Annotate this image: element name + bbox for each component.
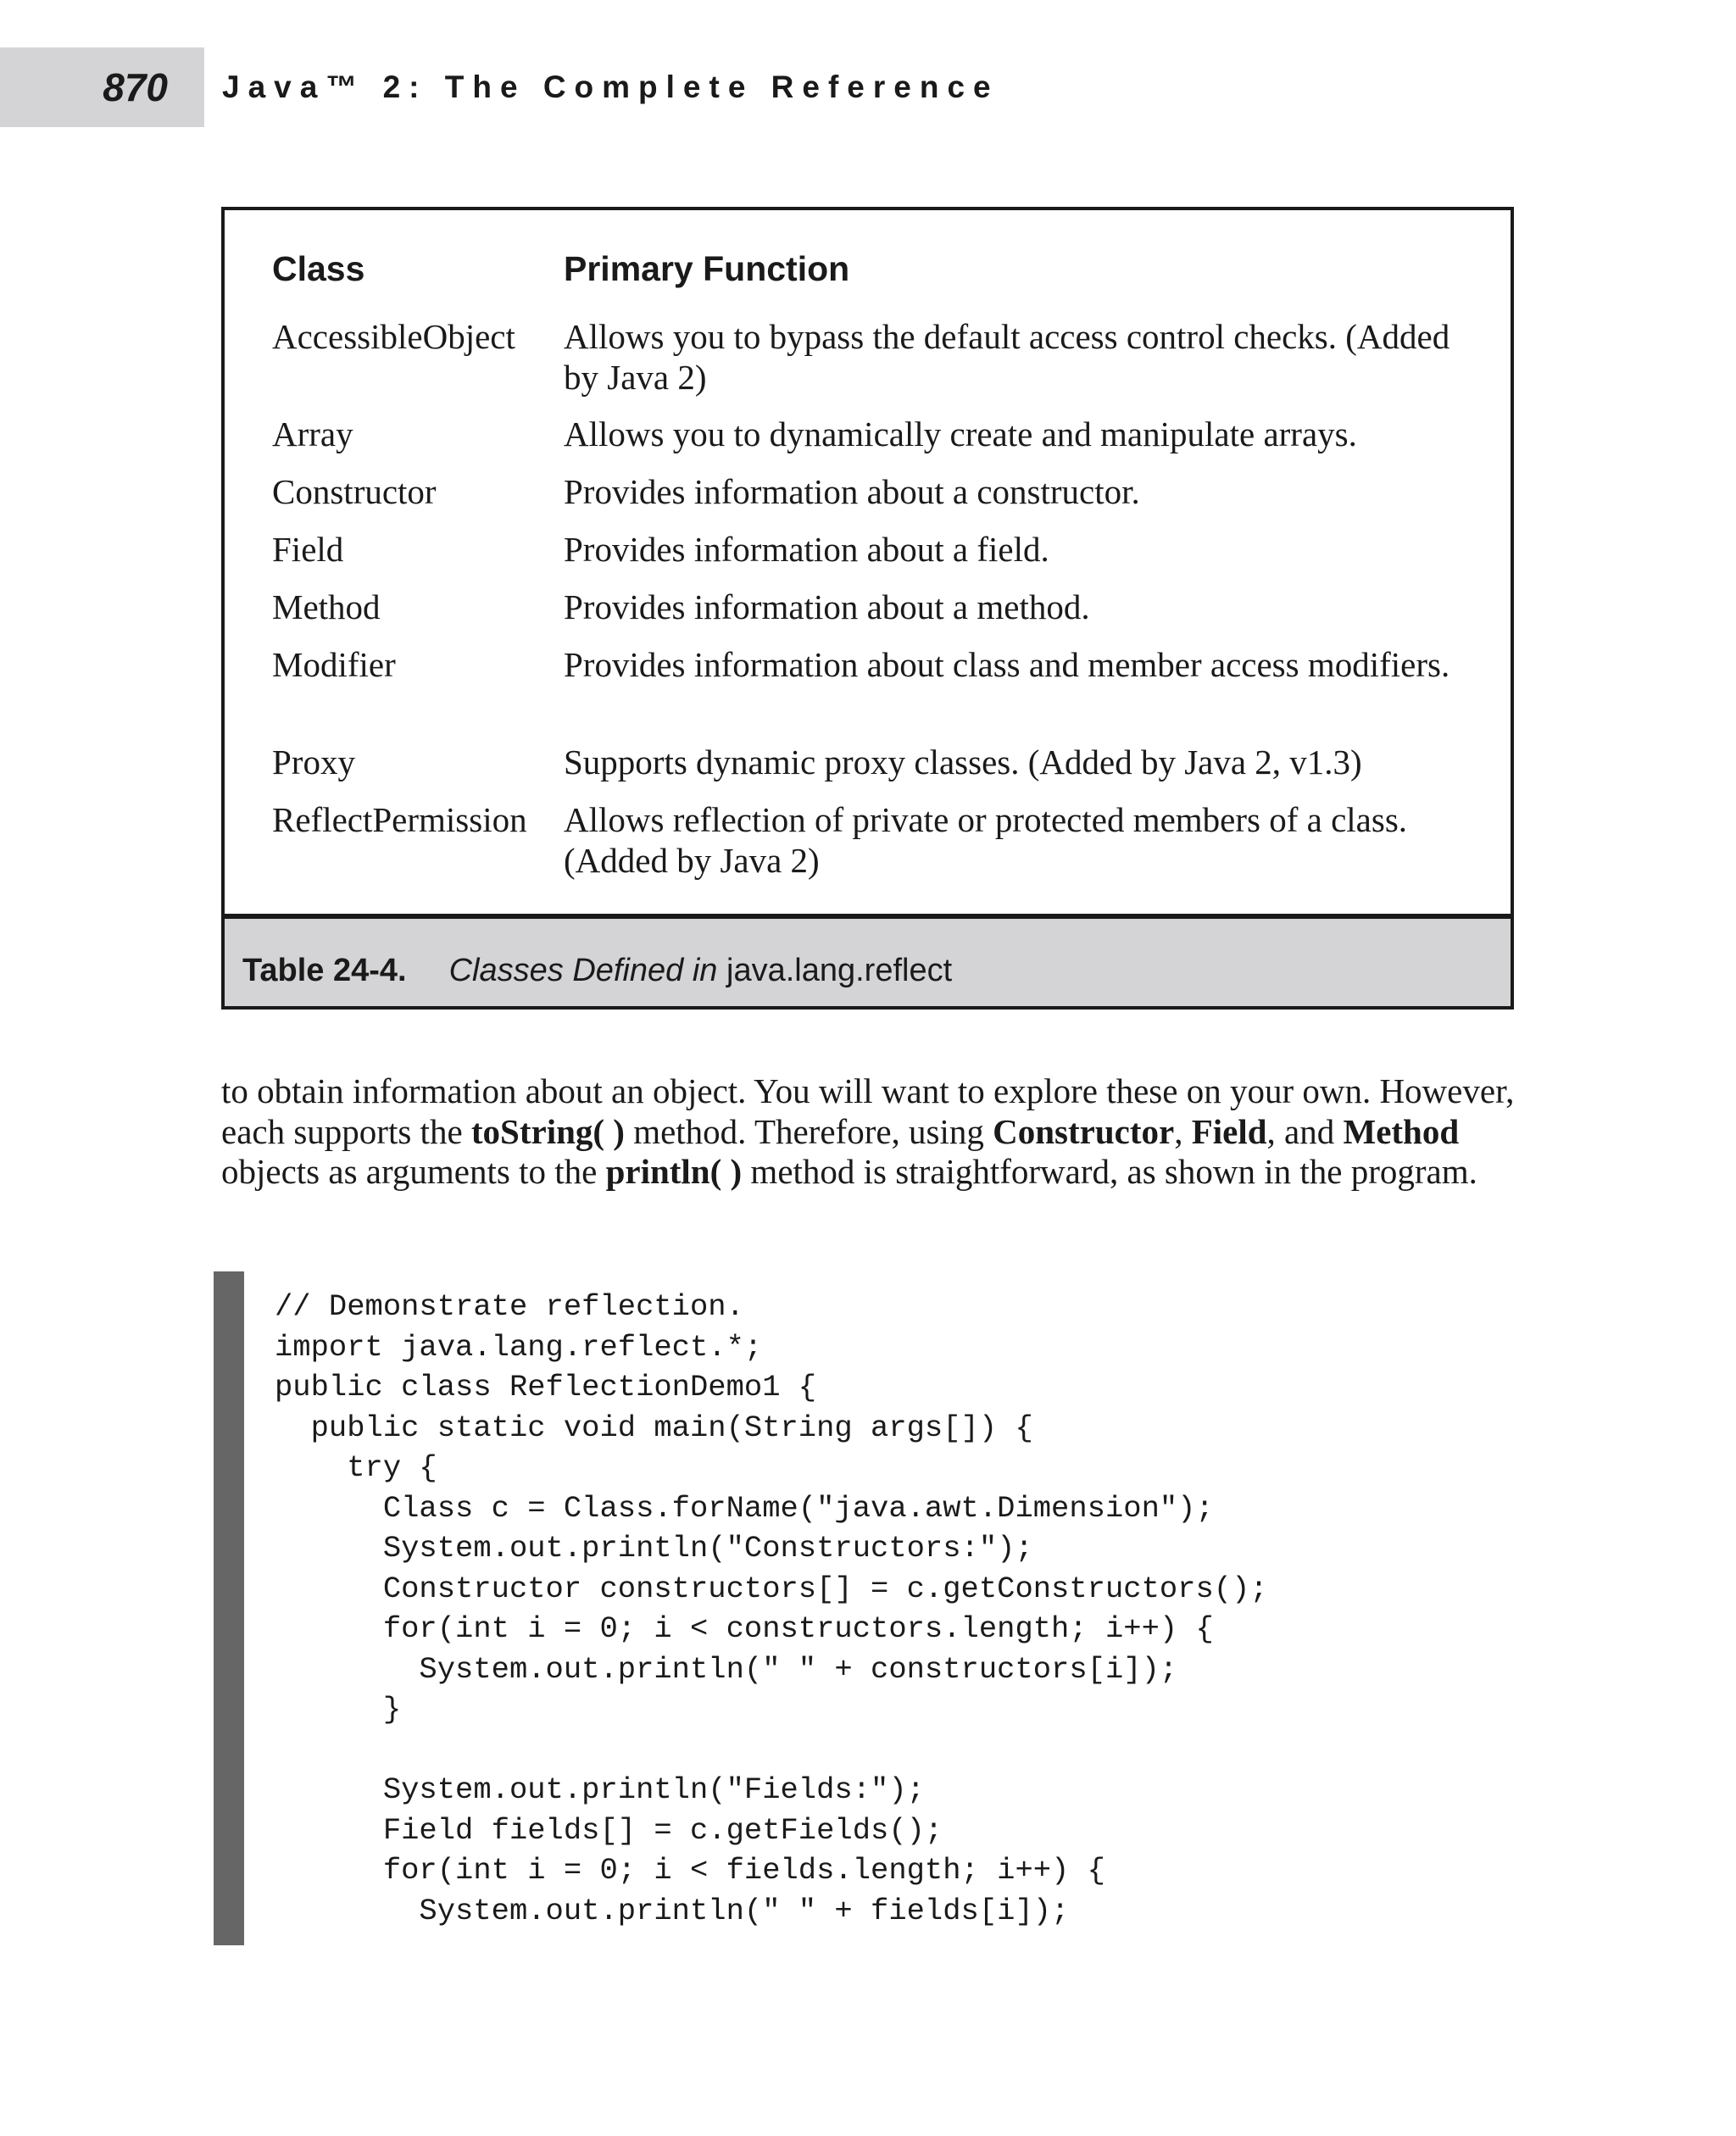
code-line [275, 1730, 1268, 1771]
paragraph-text: to obtain information about an object. You will want to explore these on your own. However, each supports the [221, 1071, 1515, 1151]
code-line: public class ReflectionDemo1 { [275, 1370, 817, 1405]
code-line: System.out.println(" " + constructors[i]); [275, 1651, 1178, 1687]
code-line: Field fields[] = c.getFields(); [275, 1812, 943, 1848]
row-function: Allows you to bypass the default access control checks. (Added by Java 2) [564, 317, 1450, 397]
row-function: Supports dynamic proxy classes. (Added by Java 2, v1.3) [564, 743, 1362, 782]
code-line: for(int i = 0; i < fields.length; i++) { [275, 1853, 1105, 1888]
row-function: Allows reflection of private or protected members of a class. (Added by Java 2) [564, 800, 1408, 880]
code-line: try { [275, 1450, 437, 1485]
paragraph-text: objects as arguments to the [221, 1152, 606, 1191]
code-line: for(int i = 0; i < constructors.length; i++) { [275, 1611, 1214, 1646]
body-paragraph [221, 1071, 1527, 1193]
table-caption-band [225, 919, 1511, 1006]
table-body [225, 210, 1511, 919]
code-line: System.out.println(" " + fields[i]); [275, 1893, 1070, 1928]
code-line: System.out.println("Fields:"); [275, 1772, 925, 1807]
code-line: } [275, 1692, 402, 1727]
caption-label: Table 24-4. [242, 953, 407, 988]
code-line: Constructor constructors[] = c.getConstructors(); [275, 1571, 1268, 1606]
paragraph-text: , [1174, 1111, 1192, 1151]
row-class-name: AccessibleObject [272, 317, 515, 356]
row-class-name: Method [272, 587, 381, 626]
paragraph-text: method is straightforward, as shown in the program. [742, 1152, 1477, 1191]
paragraph-bold-term: println( ) [605, 1152, 743, 1191]
paragraph-bold-term: Constructor [993, 1111, 1175, 1151]
row-class-name: Modifier [272, 645, 396, 684]
paragraph-bold-term: Method [1343, 1111, 1460, 1151]
code-line: Class c = Class.forName("java.awt.Dimension"); [275, 1490, 1214, 1526]
row-function: Provides information about class and member access modifiers. [564, 645, 1450, 684]
row-class-name: Proxy [272, 743, 355, 782]
row-class-name: Constructor [272, 472, 437, 511]
row-class-name: Field [272, 530, 344, 569]
paragraph-bold-term: Field [1191, 1111, 1267, 1151]
code-listing [275, 1287, 1268, 1931]
column-header-function: Primary Function [564, 249, 850, 288]
paragraph-bold-term: toString( ) [470, 1111, 625, 1151]
caption-package: java.lang.reflect [726, 953, 953, 988]
row-class-name: ReflectPermission [272, 800, 527, 839]
column-header-class: Class [272, 249, 365, 288]
page-number: 870 [103, 65, 168, 109]
code-line: // Demonstrate reflection. [275, 1289, 744, 1324]
code-listing-bar [214, 1271, 244, 1945]
caption-italic-text: Classes Defined in [448, 953, 718, 988]
row-function: Provides information about a constructor. [564, 472, 1140, 511]
paragraph-text: , and [1266, 1111, 1344, 1151]
reflect-classes-table [221, 207, 1514, 1010]
paragraph-text: method. Therefore, using [624, 1111, 993, 1151]
running-head: Java™ 2: The Complete Reference [222, 70, 999, 104]
code-line: System.out.println("Constructors:"); [275, 1531, 1033, 1566]
code-line: import java.lang.reflect.*; [275, 1329, 763, 1365]
table-caption [242, 953, 952, 989]
row-function: Allows you to dynamically create and manipulate arrays. [564, 414, 1357, 453]
code-line: public static void main(String args[]) { [275, 1410, 1033, 1445]
row-function: Provides information about a field. [564, 530, 1049, 569]
row-class-name: Array [272, 414, 353, 453]
row-function: Provides information about a method. [564, 587, 1090, 626]
